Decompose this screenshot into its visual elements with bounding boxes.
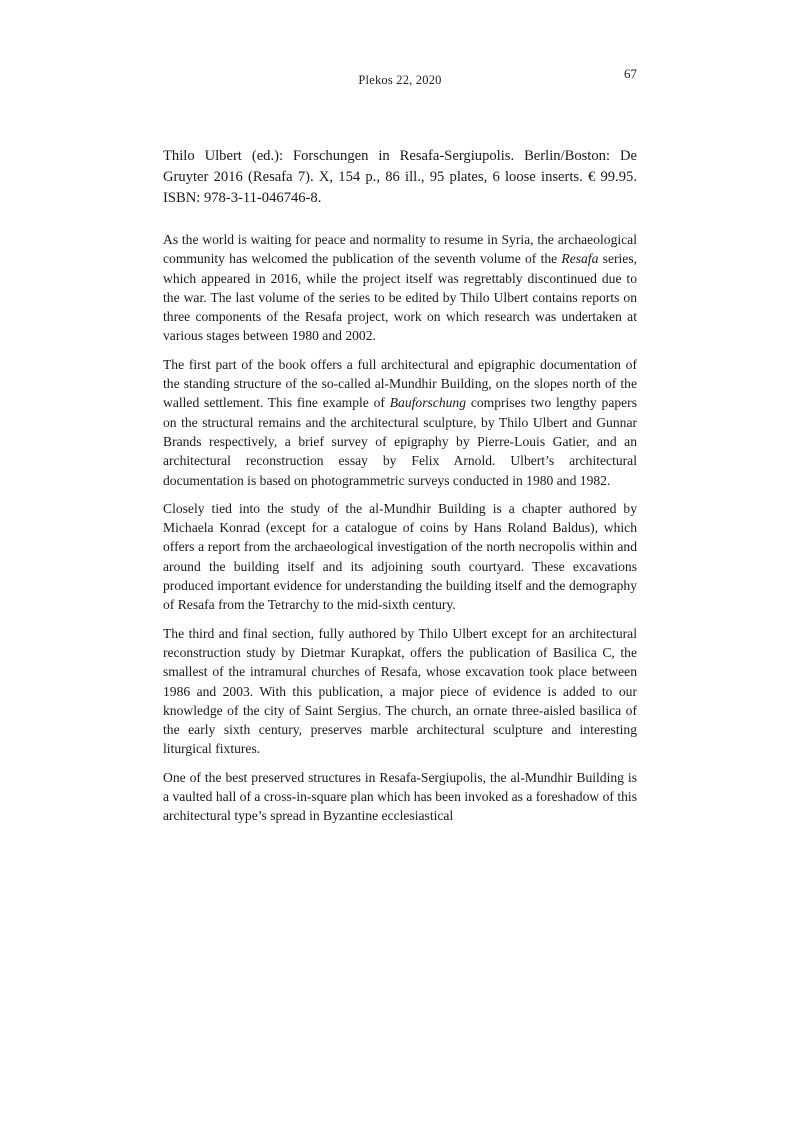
review-heading: Thilo Ulbert (ed.): Forschungen in Resafa-Sergiupolis. Berlin/Boston: De Gruyter 2016 (Resafa 7). X, 154 p., 86 ill., 95 plates, 6 loose inserts. € 99.95. ISBN: 978-3-11-046746-8. [163,148,637,206]
paragraph [163,230,637,346]
text-run: comprises two lengthy papers on the structural remains and the architectural sculpture, by Thilo Ulbert and Gunnar Brands respectively, a brief survey of epigraphy by Pierre-Louis Gatier, and an architectural reconstruction essay by Felix Arnold. Ulbert’s architectural documentation is based on photogrammetric surveys conducted in 1980 and 1982. [163,395,637,488]
running-header: Plekos 22, 2020 [358,73,442,87]
text-run: series, which appeared in 2016, while the project itself was regrettably discontinued due to the war. The last volume of the series to be edited by Thilo Ulbert contains reports on three components of the Resafa project, work on which research was undertaken at various stages between 1980 and 2002. [163,251,638,344]
italic-text-run: Resafa [561,251,599,267]
text-run: The third and final section, fully authored by Thilo Ulbert except for an architectural reconstruction study by Dietmar Kurapkat, offers the publication of Basilica C, the smallest of the intramural churches of Resafa, whose excavation took place between 1986 and 2003. With this publication, a major piece of evidence is added to our knowledge of the city of Saint Sergius. The church, an ornate three-aisled basilica of the early sixth century, preserves marble architectural sculpture and interesting liturgical fixtures. [163,625,637,757]
italic-text-run: Bauforschung [389,395,467,411]
review-body [163,230,637,826]
text-run: Closely tied into the study of the al-Mundhir Building is a chapter authored by Michaela Konrad (except for a catalogue of coins by Hans Roland Baldus), which offers a report from the archaeological investigation of the north necropolis within and around the building itself and its adjoining south courtyard. These excavations produced important evidence for understanding the building itself and the demography of Resafa from the Tetrarchy to the mid-sixth century. [163,500,637,613]
paragraph [163,768,637,826]
text-run: One of the best preserved structures in Resafa-Sergiupolis, the al-Mundhir Building is a vaulted hall of a cross-in-square plan which has been invoked as a foreshadow of this architectural type’s spread in Byzantine ecclesiastical [163,769,637,824]
paragraph [163,355,637,490]
text-run: The first part of the book offers a full architectural and epigraphic documentation of the standing structure of the so-called al-Mundhir Building, on the slopes north of the walled settlement. This fine example of [163,356,637,411]
review-content [163,146,637,835]
text-run: As the world is waiting for peace and normality to resume in Syria, the archaeological community has welcomed the publication of the seventh volume of the [163,232,637,267]
paragraph [163,499,637,615]
paragraph [163,624,637,759]
page-number: 67 [624,66,637,81]
